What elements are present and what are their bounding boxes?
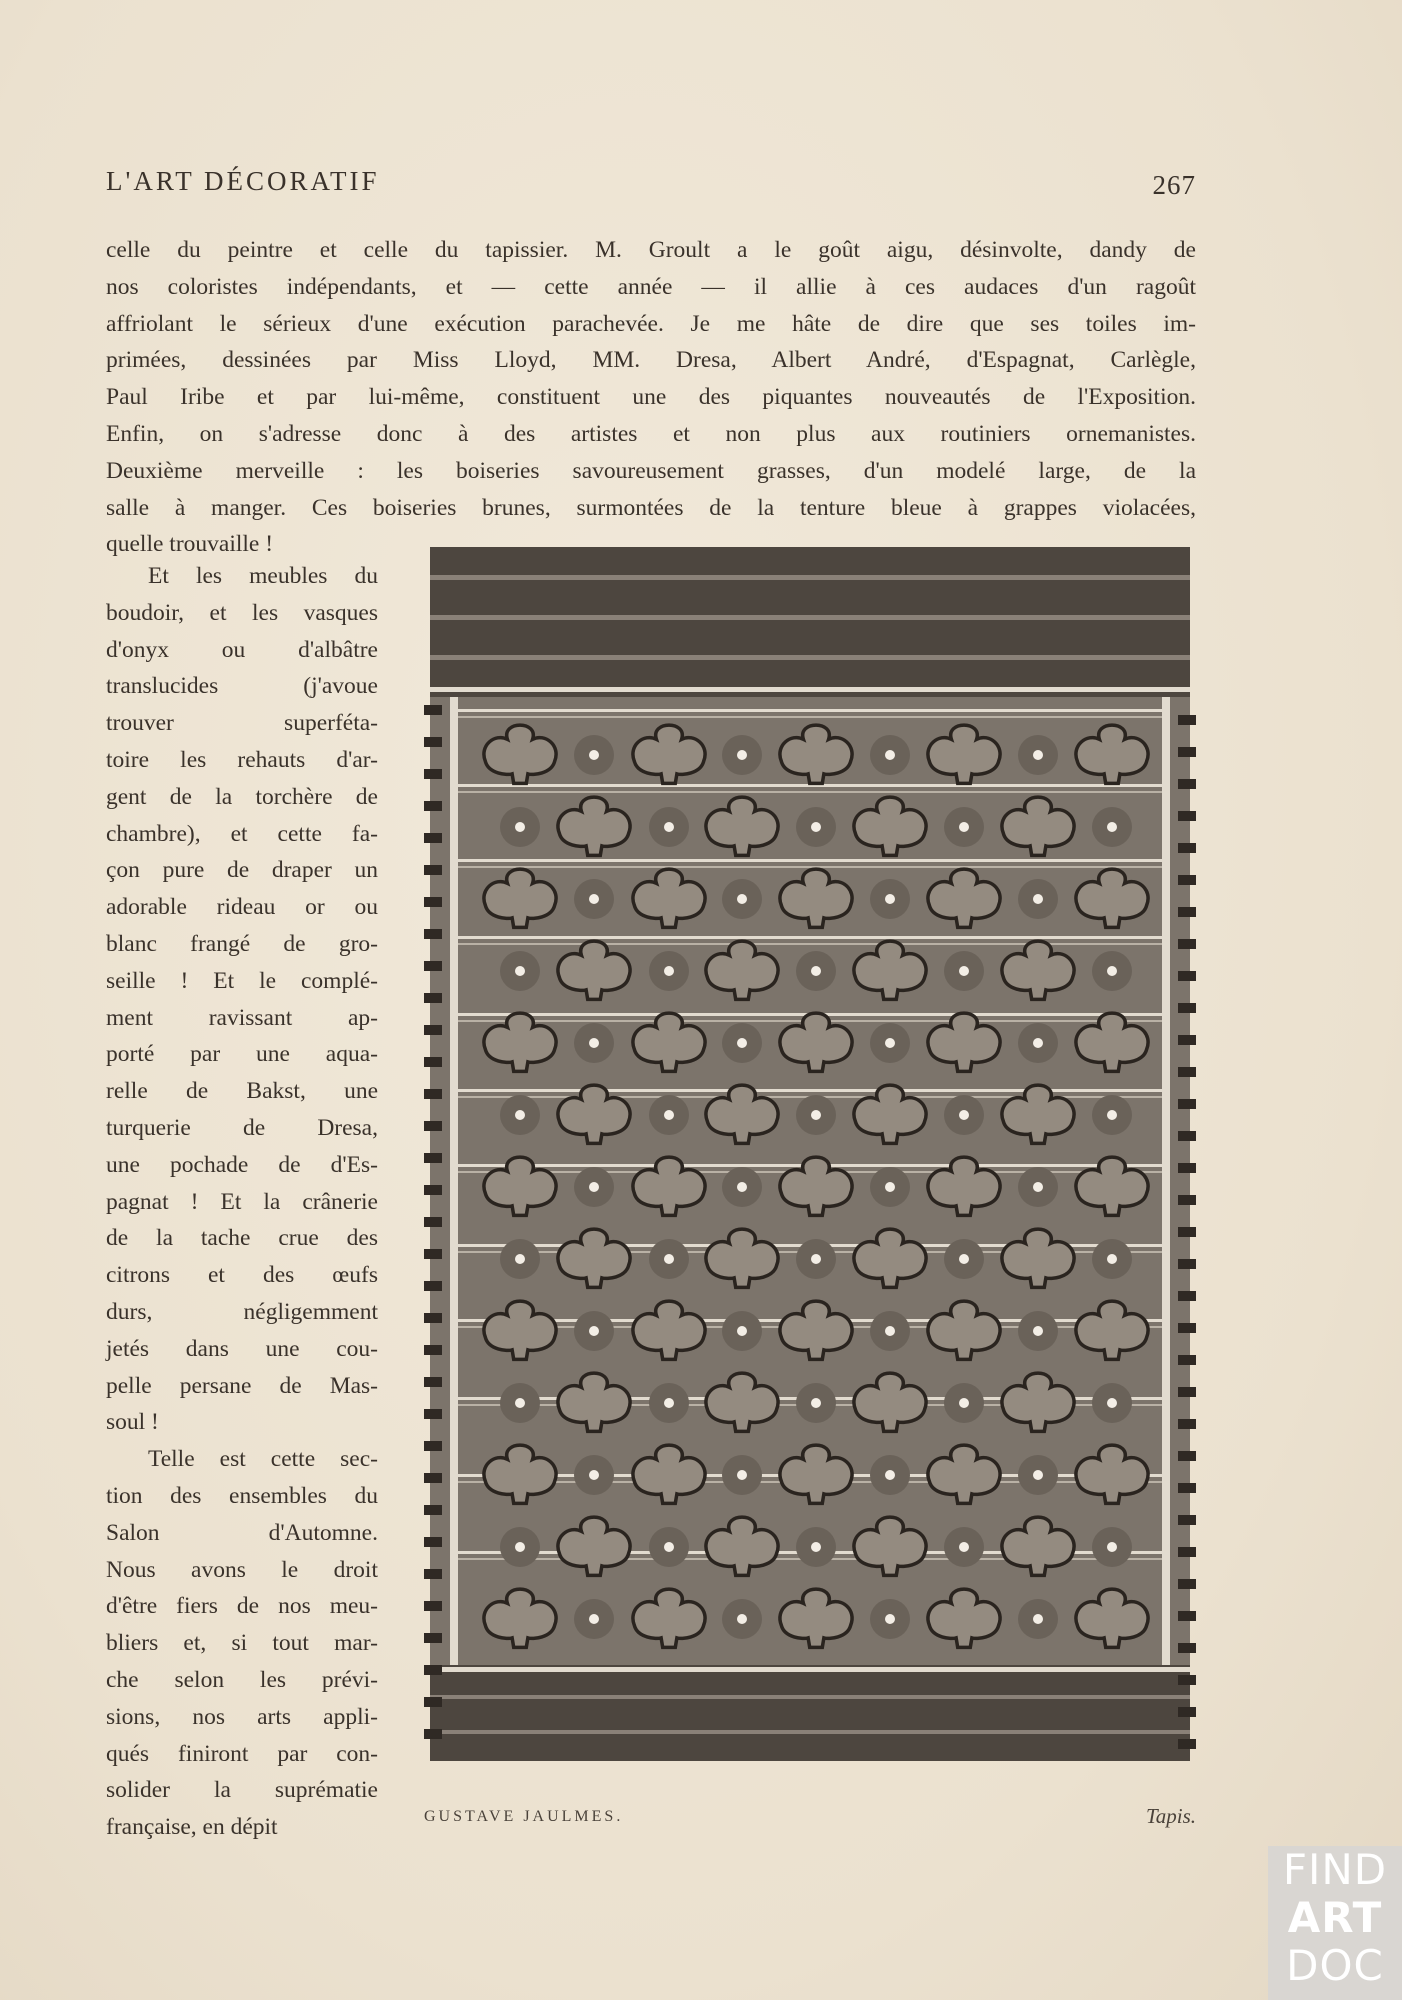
rug-dot-center	[515, 1542, 525, 1552]
figure-caption-title: Tapis.	[1145, 1804, 1196, 1828]
rug-dot-center	[737, 1182, 747, 1192]
rug-dot-center	[885, 750, 895, 760]
rug-fringe	[1178, 907, 1196, 917]
rug-fringe	[424, 1057, 442, 1067]
rug-fringe	[424, 1601, 442, 1611]
rug-dot-center	[1033, 894, 1043, 904]
rug-dot-center	[589, 1326, 599, 1336]
rug-dot-center	[737, 1038, 747, 1048]
rug-dot-center	[959, 966, 969, 976]
rug-fringe	[1178, 939, 1196, 949]
text-line: turquerie de Dresa,	[106, 1114, 378, 1141]
rug-fringe	[424, 1153, 442, 1163]
rug-inner-border	[450, 697, 458, 1665]
rug-dot-center	[1107, 1254, 1117, 1264]
rug-dot-center	[1107, 822, 1117, 832]
rug-dot-center	[885, 1470, 895, 1480]
rug-fringe	[424, 1025, 442, 1035]
rug-fringe	[424, 1441, 442, 1451]
rug-top-band	[430, 547, 1190, 697]
rug-fringe	[1178, 1323, 1196, 1333]
rug-stripe	[458, 1089, 1162, 1092]
rug-fringe	[424, 1729, 442, 1739]
rug-fringe	[1178, 1707, 1196, 1717]
rug-fringe	[424, 1633, 442, 1643]
rug-bottom-band	[430, 1665, 1190, 1761]
rug-fringe	[1178, 1259, 1196, 1269]
text-line: qués finiront par con-	[106, 1740, 378, 1767]
rug-fringe	[1178, 1643, 1196, 1653]
text-line: soul !	[106, 1409, 159, 1436]
rug-fringe	[424, 1185, 442, 1195]
rug-dot-center	[811, 1254, 821, 1264]
rug-fringe	[424, 705, 442, 715]
rug-fringe	[1178, 1035, 1196, 1045]
text-line: solider la suprématie	[106, 1777, 378, 1804]
rug-fringe	[424, 801, 442, 811]
rug-dot-center	[737, 1470, 747, 1480]
rug-fringe	[424, 897, 442, 907]
rug-fringe	[1178, 1739, 1196, 1749]
rug-fringe	[1178, 1419, 1196, 1429]
rug-dot-center	[589, 1038, 599, 1048]
text-line: française, en dépit	[106, 1814, 278, 1841]
text-line: boudoir, et les vasques	[106, 599, 378, 626]
rug-dot-center	[885, 1614, 895, 1624]
rug-fringe	[1178, 1611, 1196, 1621]
text-line: une pochade de d'Es-	[106, 1151, 378, 1178]
rug-fringe	[424, 1281, 442, 1291]
rug-dot-center	[1107, 1398, 1117, 1408]
rug-dot-center	[811, 822, 821, 832]
rug-fringe	[1178, 1579, 1196, 1589]
rug-dot-center	[589, 1614, 599, 1624]
text-line: pagnat ! Et la crânerie	[106, 1188, 378, 1215]
rug-dot-center	[885, 1038, 895, 1048]
rug-band-stripe	[430, 615, 1190, 620]
text-line: jetés dans une cou-	[106, 1335, 378, 1362]
text-line: pelle persane de Mas-	[106, 1372, 378, 1399]
text-line: salle à manger. Ces boiseries brunes, surmontées de la tenture bleue à grappes violacées,	[106, 494, 1196, 521]
rug-fringe	[424, 993, 442, 1003]
rug-dot-center	[959, 1542, 969, 1552]
rug-dot-center	[589, 894, 599, 904]
text-line: celle du peintre et celle du tapissier. M. Groult a le goût aigu, désinvolte, dandy de	[106, 237, 1196, 263]
rug-fringe	[1178, 1451, 1196, 1461]
page-number: 267	[1152, 170, 1196, 200]
text-line: citrons et des œufs	[106, 1262, 378, 1289]
text-line: Salon d'Automne.	[106, 1519, 378, 1546]
rug-dot-center	[664, 1254, 674, 1264]
rug-fringe	[1178, 1675, 1196, 1685]
text-line: de la tache crue des	[106, 1225, 378, 1252]
rug-dot-center	[811, 1110, 821, 1120]
rug-stripe	[458, 716, 1162, 718]
rug-fringe	[424, 1377, 442, 1387]
rug-fringe	[424, 1409, 442, 1419]
rug-fringe	[424, 1505, 442, 1515]
rug-fringe	[1178, 1067, 1196, 1077]
rug-fringe	[424, 1537, 442, 1547]
text-line: ment ravissant ap-	[106, 1004, 378, 1031]
rug-dot-center	[1107, 1542, 1117, 1552]
rug-fringe	[1178, 1163, 1196, 1173]
rug-dot-center	[1033, 1038, 1043, 1048]
rug-inner-border	[1162, 697, 1170, 1665]
running-title: L'ART DÉCORATIF	[106, 166, 380, 196]
rug-fringe	[1178, 1483, 1196, 1493]
text-line: çon pure de draper un	[106, 857, 378, 884]
body-text-column	[106, 558, 378, 1846]
text-line: affriolant le sérieux d'une exécution parachevée. Je me hâte de dire que ses toiles im-	[106, 310, 1196, 337]
text-line: trouver superféta-	[106, 710, 378, 737]
rug-dot-center	[885, 1326, 895, 1336]
rug-dot-center	[885, 894, 895, 904]
rug-fringe	[424, 1249, 442, 1259]
rug-dot-center	[737, 750, 747, 760]
text-line: d'être fiers de nos meu-	[106, 1593, 378, 1620]
rug-dot-center	[959, 1254, 969, 1264]
rug-band-stripe	[430, 575, 1190, 580]
text-line: quelle trouvaille !	[106, 531, 274, 558]
rug-dot-center	[1033, 1614, 1043, 1624]
rug-fringe	[424, 1121, 442, 1131]
watermark-logo	[1268, 1846, 1402, 2000]
text-line: Paul Iribe et par lui-même, constituent une des piquantes nouveautés de l'Exposition.	[106, 384, 1196, 411]
rug-dot-center	[515, 1110, 525, 1120]
rug-fringe	[1178, 1227, 1196, 1237]
rug-stripe	[458, 943, 1162, 945]
rug-dot-center	[664, 822, 674, 832]
text-line: Telle est cette sec-	[148, 1446, 378, 1473]
watermark-line: ART	[1287, 1893, 1383, 1942]
rug-dot-center	[959, 1110, 969, 1120]
rug-band-stripe	[430, 655, 1190, 660]
rug-stripe	[458, 791, 1162, 793]
rug-band-stripe	[430, 1730, 1190, 1734]
rug-fringe	[424, 1089, 442, 1099]
rug-dot-center	[737, 1614, 747, 1624]
rug-fringe	[424, 1665, 442, 1675]
rug-fringe	[424, 1569, 442, 1579]
rug-dot-center	[737, 1326, 747, 1336]
rug-dot-center	[811, 1542, 821, 1552]
text-line: Deuxième merveille : les boiseries savoureusement grasses, d'un modelé large, de la	[106, 457, 1196, 484]
text-line: Nous avons le droit	[106, 1556, 378, 1583]
rug-dot-center	[811, 1398, 821, 1408]
rug-fringe	[424, 1217, 442, 1227]
rug-fringe	[1178, 1195, 1196, 1205]
rug-fringe	[1178, 779, 1196, 789]
rug-fringe	[424, 1313, 442, 1323]
watermark-line: FIND	[1282, 1845, 1388, 1894]
text-line: adorable rideau or ou	[106, 894, 378, 921]
rug-fringe	[424, 929, 442, 939]
text-line: toire les rehauts d'ar-	[106, 746, 378, 773]
rug-dot-center	[1107, 966, 1117, 976]
rug-dot-center	[1033, 1470, 1043, 1480]
rug-fringe	[1178, 747, 1196, 757]
rug-stripe	[458, 866, 1162, 868]
text-line: gent de la torchère de	[106, 783, 378, 810]
rug-stripe	[458, 709, 1162, 712]
rug-fringe	[1178, 715, 1196, 725]
text-line: sions, nos arts appli-	[106, 1703, 378, 1730]
text-line: blanc frangé de gro-	[106, 930, 378, 957]
rug-fringe	[424, 865, 442, 875]
rug-dot-center	[515, 1398, 525, 1408]
rug-fringe	[1178, 1099, 1196, 1109]
rug-fringe	[1178, 1003, 1196, 1013]
rug-fringe	[424, 1697, 442, 1707]
watermark-line: DOC	[1286, 1941, 1384, 1990]
rug-band-stripe	[430, 1667, 1190, 1672]
rug-band-stripe	[430, 687, 1190, 692]
rug-fringe	[424, 1345, 442, 1355]
text-line: tion des ensembles du	[106, 1482, 378, 1509]
rug-dot-center	[1033, 1182, 1043, 1192]
rug-fringe	[1178, 843, 1196, 853]
rug-fringe	[424, 961, 442, 971]
text-line: che selon les prévi-	[106, 1666, 378, 1693]
rug-photograph	[424, 545, 1196, 1763]
rug-dot-center	[959, 822, 969, 832]
rug-dot-center	[515, 822, 525, 832]
text-line: nos coloristes indépendants, et — cette année — il allie à ces audaces d'un ragoût	[106, 273, 1196, 300]
text-line: Enfin, on s'adresse donc à des artistes et non plus aux routiniers ornemanistes.	[106, 420, 1196, 447]
rug-dot-center	[664, 1542, 674, 1552]
rug-fringe	[424, 737, 442, 747]
rug-fringe	[1178, 875, 1196, 885]
rug-fringe	[1178, 1547, 1196, 1557]
rug-fringe	[1178, 1515, 1196, 1525]
rug-dot-center	[811, 966, 821, 976]
text-line: Et les meubles du	[148, 563, 378, 589]
text-line: bliers et, si tout mar-	[106, 1630, 378, 1657]
rug-dot-center	[885, 1182, 895, 1192]
rug-fringe	[1178, 1131, 1196, 1141]
rug-fringe	[424, 769, 442, 779]
figure-caption-artist: GUSTAVE JAULMES.	[424, 1808, 624, 1825]
rug-dot-center	[664, 1398, 674, 1408]
rug-fringe	[1178, 1355, 1196, 1365]
rug-dot-center	[1033, 1326, 1043, 1336]
rug-fringe	[424, 1473, 442, 1483]
text-line: translucides (j'avoue	[106, 673, 378, 700]
text-line: relle de Bakst, une	[106, 1078, 378, 1105]
text-line: porté par une aqua-	[106, 1041, 378, 1068]
rug-dot-center	[589, 1470, 599, 1480]
rug-dot-center	[664, 1110, 674, 1120]
rug-fringe	[1178, 971, 1196, 981]
text-line: seille ! Et le complé-	[106, 967, 378, 994]
rug-dot-center	[1033, 750, 1043, 760]
body-text-full-width	[106, 232, 1196, 563]
rug-dot-center	[959, 1398, 969, 1408]
rug-band-stripe	[430, 1695, 1190, 1699]
text-line: chambre), et cette fa-	[106, 820, 378, 847]
rug-dot-center	[515, 966, 525, 976]
rug-fringe	[424, 833, 442, 843]
rug-dot-center	[1107, 1110, 1117, 1120]
rug-dot-center	[664, 966, 674, 976]
rug-stripe	[458, 859, 1162, 862]
rug-fringe	[1178, 811, 1196, 821]
text-line: primées, dessinées par Miss Lloyd, MM. Dresa, Albert André, d'Espagnat, Carlègle,	[106, 347, 1196, 374]
rug-stripe	[458, 936, 1162, 939]
text-line: durs, négligemment	[106, 1298, 378, 1325]
rug-dot-center	[515, 1254, 525, 1264]
rug-fringe	[1178, 1291, 1196, 1301]
rug-dot-center	[589, 1182, 599, 1192]
text-line: d'onyx ou d'albâtre	[106, 636, 378, 663]
rug-fringe	[1178, 1387, 1196, 1397]
rug-dot-center	[737, 894, 747, 904]
rug-dot-center	[589, 750, 599, 760]
